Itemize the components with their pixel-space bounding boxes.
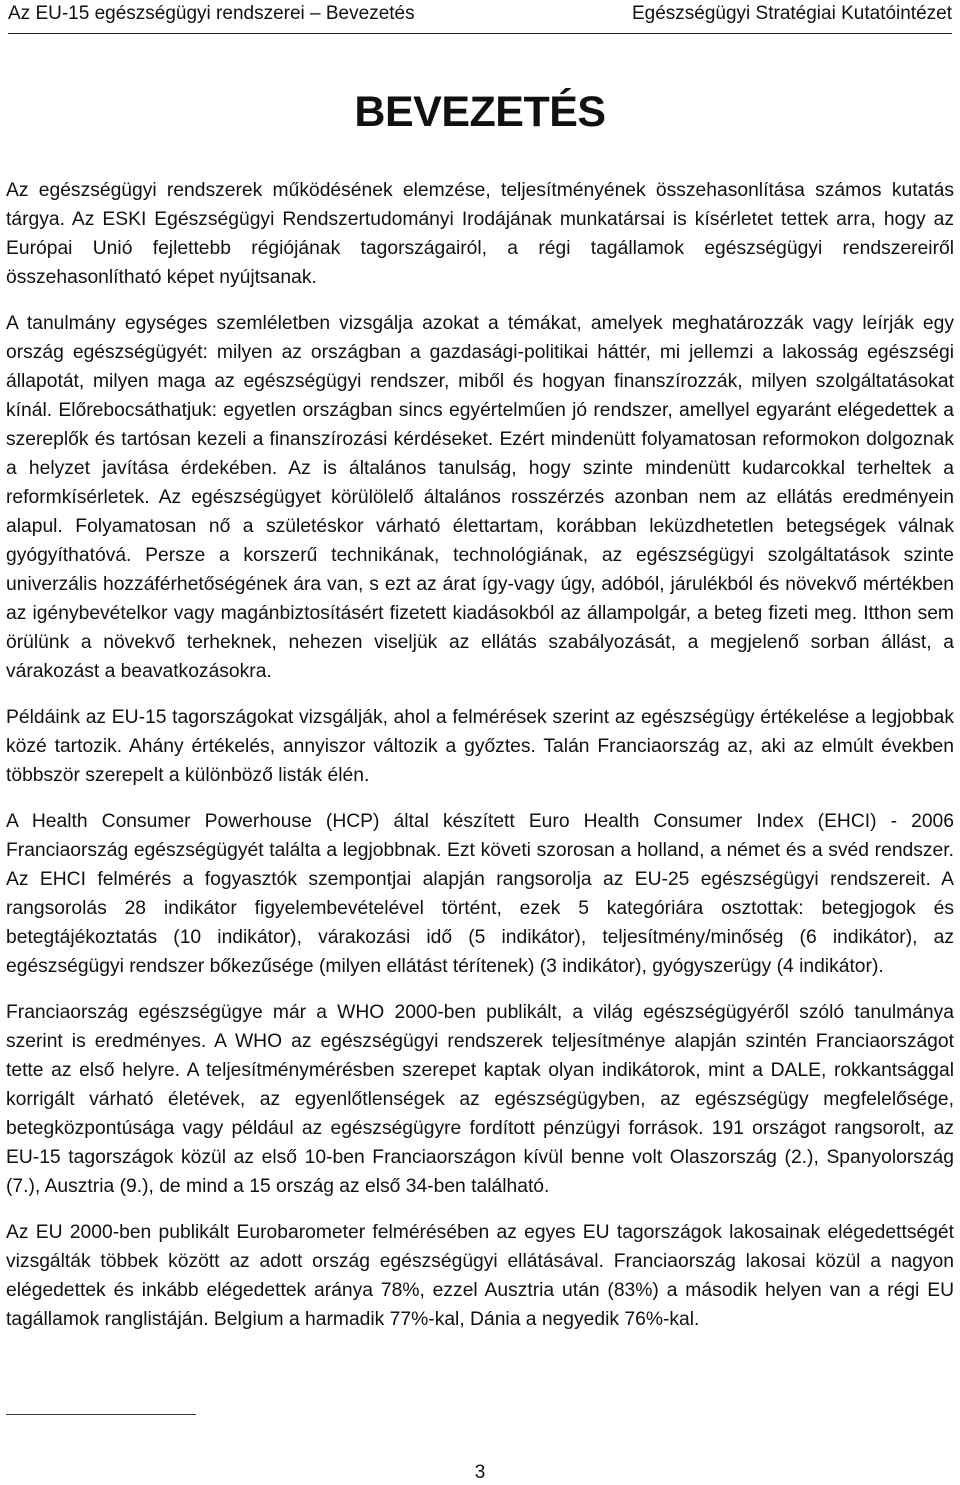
running-header xyxy=(8,0,952,34)
paragraph-ehci: A Health Consumer Powerhouse (HCP) által készített Euro Health Consumer Index (EHCI) - 2006 Franciaország egészségügyét találta a legjobbnak. Ezt követi szorosan a holland, a német és a svéd rendszer. Az EHCI felmérés a fogyasztók szempontjai alapján rangsorolja az EU-25 egészségügyi rendszereit. A rangsorolás 28 indikátor figyelembevételével történt, ezek 5 kategóriára osztottak: betegjogok és betegtájékoztatás (10 indikátor), várakozási idő (5 indikátor), teljesítmény/minőség (6 indikátor), az egészségügyi rendszer bőkezűsége (milyen ellátást térítenek) (3 indikátor), gyógyszerügy (4 indikátor). xyxy=(6,811,954,977)
paragraph-eurobarometer: Az EU 2000-ben publikált Eurobarometer felmérésében az egyes EU tagországok lakosainak elégedettségét vizsgálták többek között az adott ország egészségügyi ellátásával. Franciaország lakosai közül a nagyon elégedettek és inkább elégedettek aránya 78%, ezzel Ausztria után (83%) a második helyen van a régi EU tagállamok ranglistáján. Belgium a harmadik 77%-kal, Dánia a negyedik 76%-kal. xyxy=(6,1222,954,1330)
paragraph-intro: Az egészségügyi rendszerek működésének elemzése, teljesítményének összehasonlítása számos kutatás tárgya. Az ESKI Egészségügyi Rendszertudományi Irodájának munkatársai is kísérletet tettek arra, hogy az Európai Unió fejlettebb régiójának tagországairól, a régi tagállamok egészségügyi rendszereiről összehasonlítható képet nyújtsanak. xyxy=(6,180,954,288)
header-left-title: Az EU-15 egészségügyi rendszerei – Bevezetés xyxy=(8,3,415,24)
paragraph-who: Franciaország egészségügye már a WHO 2000-ben publikált, a világ egészségügyéről szóló tanulmánya szerint is eredményes. A WHO az egészségügyi rendszerek teljesítménye alapján szintén Franciaországot tette az első helyre. A teljesítménymérésben szerepet kaptak olyan indikátorok, mint a DALE, rokkantsággal korrigált várható életévek, az egyenlőtlenségek az egészségügyben, az egészségügy megfelelősége, betegközpontúsága vagy például az egészségügyre fordított pénzügyi források. 191 országot rangsorolt, az EU-15 tagországok közül az első 10-ben Franciaországon kívül benne volt Olaszország (2.), Spanyolország (7.), Ausztria (9.), de mind a 15 ország az első 34-ben található. xyxy=(6,1002,954,1197)
paragraph-examples: Példáink az EU-15 tagországokat vizsgálják, ahol a felmérések szerint az egészségügy értékelése a legjobbak közé tartozik. Ahány értékelés, annyiszor változik a győztes. Talán Franciaország az, aki az elmúlt években többször szerepelt a különböző listák élén. xyxy=(6,707,954,786)
page-number: 3 xyxy=(474,1462,486,1483)
header-right-institute: Egészségügyi Stratégiai Kutatóintézet xyxy=(631,3,952,24)
footer-divider xyxy=(6,1414,196,1415)
paragraph-study-scope: A tanulmány egységes szemléletben vizsgálja azokat a témákat, amelyek meghatározzák vagy leírják egy ország egészségügyét: milyen az országban a gazdasági-politikai háttér, mi jellemzi a lakosság egészségi állapotát, milyen maga az egészségügyi rendszer, miből és hogyan finanszírozzák, milyen szolgáltatásokat kínál. Előrebocsáthatjuk: egyetlen országban sincs egyértelműen jó rendszer, amellyel egyaránt elégedettek a szereplők és tartósan kezeli a finanszírozási kérdéseket. Ezért mindenütt folyamatosan reformokon dolgoznak a helyzet javítása érdekében. Az is általános tanulság, hogy szinte mindenütt kudarcokkal terheltek a reformkísérletek. Az egészségügyet körülölelő általános rosszérzés azonban nem az ellátás eredményein alapul. Folyamatosan nő a születéskor várható élettartam, korábban leküzdhetetlen betegségek válnak gyógyíthatóvá. Persze a korszerű technikának, technológiának, az egészségügyi szolgáltatások szinte univerzális hozzáférhetőségének ára van, s ezt az árat így-vagy úgy, adóból, járulékból és növekvő mértékben az igénybevételkor vagy magánbiztosításért fizetett kiadásokból az állampolgár, a beteg fizeti meg. Itthon sem örülünk a növekvő terheknek, nehezen viseljük az ellátás szabályozását, a megjelenő sorban állást, a várakozást a beavatkozásokra. xyxy=(6,313,954,682)
body-text xyxy=(6,176,954,1351)
page-title: BEVEZETÉS xyxy=(354,88,606,136)
